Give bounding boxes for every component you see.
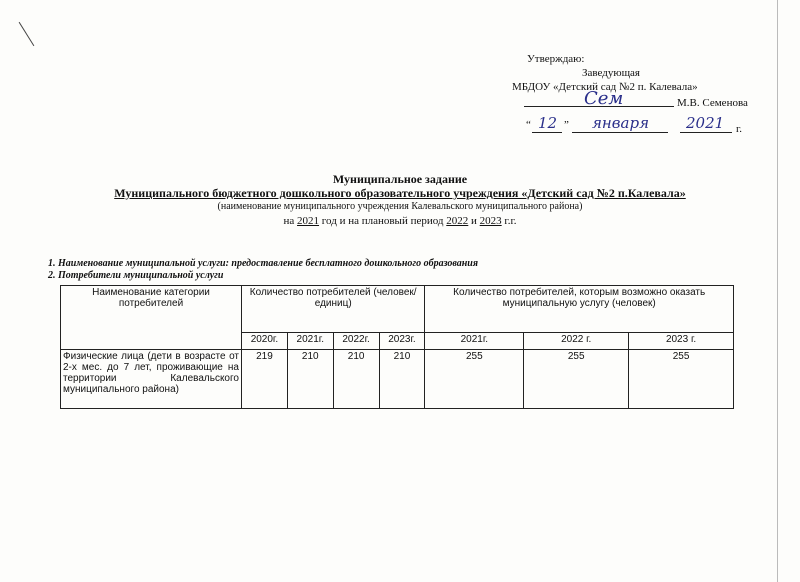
section-1: 1. Наименование муниципальной услуги: предоставление бесплатного дошкольного образования <box>48 258 478 269</box>
period-prefix: на <box>283 215 295 227</box>
date-suffix: г. <box>736 123 743 135</box>
year-cell: 2020г. <box>242 333 288 350</box>
signature: Сем <box>584 88 624 109</box>
scan-edge <box>777 0 778 582</box>
period-year3: 2023 <box>479 215 502 227</box>
doc-period <box>0 214 800 228</box>
date-month: января <box>592 114 650 132</box>
date-month-line <box>572 132 668 133</box>
consumers-table <box>60 285 734 409</box>
period-suffix: г.г. <box>504 215 517 227</box>
value-cell: 255 <box>425 350 524 409</box>
scan-mark <box>19 22 35 46</box>
section-2: 2. Потребители муниципальной услуги <box>48 270 224 281</box>
doc-org-name: Муниципального бюджетного дошкольного образовательного учреждения «Детский сад №2 п.Калевала» <box>114 186 686 200</box>
date-day: 12 <box>538 114 558 132</box>
value-cell: 210 <box>333 350 379 409</box>
approval-name: М.В. Семенова <box>677 97 748 109</box>
year-cell: 2022 г. <box>524 333 629 350</box>
value-cell: 255 <box>524 350 629 409</box>
approval-label: Утверждаю: <box>527 53 585 65</box>
date-year: 2021 <box>686 114 725 132</box>
row-category: Физические лица (дети в возрасте от 2-х мес. до 7 лет, проживающие на территории Калевальского муниципального района) <box>61 350 242 409</box>
table-row <box>61 350 734 409</box>
year-cell: 2021г. <box>425 333 524 350</box>
period-year1: 2021 <box>297 215 320 227</box>
year-cell: 2023г. <box>379 333 425 350</box>
date-day-line <box>532 132 562 133</box>
value-cell: 210 <box>287 350 333 409</box>
header-category: Наименование категории потребителей <box>61 286 242 350</box>
year-cell: 2023 г. <box>629 333 734 350</box>
year-cell: 2021г. <box>287 333 333 350</box>
doc-title: Муниципальное задание <box>332 172 468 186</box>
year-cell: 2022г. <box>333 333 379 350</box>
value-cell: 219 <box>242 350 288 409</box>
table-header-row <box>61 286 734 333</box>
value-cell: 255 <box>629 350 734 409</box>
header-possible: Количество потребителей, которым возможно оказать муниципальную услугу (человек) <box>425 286 734 333</box>
date-quote-close: ” <box>564 119 569 131</box>
header-count: Количество потребителей (человек/единиц) <box>242 286 425 333</box>
date-year-line <box>680 132 732 133</box>
period-year2: 2022 <box>446 215 469 227</box>
period-mid: год и на плановый период <box>321 215 444 227</box>
date-quote-open: “ <box>526 119 531 131</box>
approval-org: МБДОУ «Детский сад №2 п. Калевала» <box>512 81 698 93</box>
doc-org-caption: (наименование муниципального учреждения Калевальского муниципального района) <box>217 201 583 212</box>
period-and: и <box>471 215 477 227</box>
approval-head-title: Заведующая <box>582 67 640 79</box>
value-cell: 210 <box>379 350 425 409</box>
